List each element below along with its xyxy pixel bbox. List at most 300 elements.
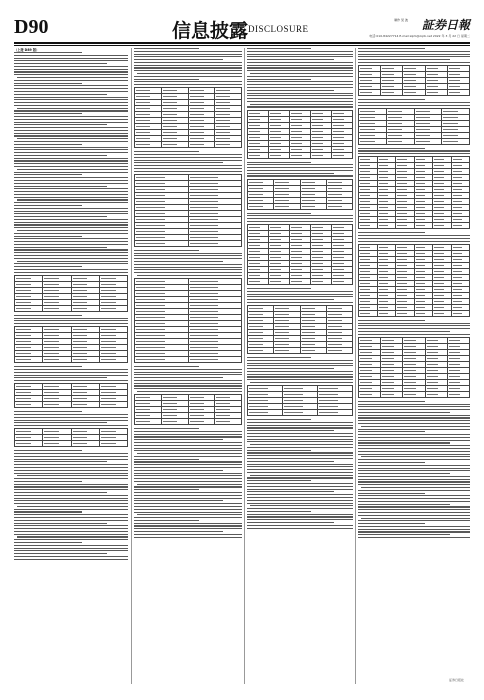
text-line <box>247 455 353 456</box>
text-line <box>247 67 353 68</box>
text-line <box>14 183 128 184</box>
text-line <box>14 71 128 72</box>
text-line <box>247 175 353 176</box>
table-cell <box>377 223 396 229</box>
text-line <box>358 479 470 480</box>
table-cell <box>99 402 127 408</box>
footer-note: 证券日报社 <box>448 678 464 682</box>
text-line <box>247 483 353 484</box>
text-line <box>358 51 470 52</box>
text-line <box>247 59 334 60</box>
text-line <box>247 65 353 66</box>
text-line <box>14 130 128 131</box>
text-line <box>247 464 353 465</box>
text-line <box>358 423 470 424</box>
text-line <box>14 498 128 499</box>
text-line <box>358 56 470 57</box>
text-line <box>14 377 107 378</box>
text-line <box>250 382 353 383</box>
text-line <box>247 81 353 82</box>
text-line <box>134 65 242 66</box>
table-cell <box>359 391 381 397</box>
text-line <box>247 221 353 222</box>
text-line <box>14 266 82 267</box>
table-cell <box>359 138 387 144</box>
table-row <box>359 223 470 229</box>
table-cell <box>248 203 274 209</box>
text-line <box>134 374 242 375</box>
text-line <box>358 105 470 106</box>
column-divider <box>355 48 356 684</box>
text-line <box>137 391 242 392</box>
data-table <box>14 383 128 408</box>
table-cell <box>215 142 242 148</box>
table-row <box>135 419 242 425</box>
text-line <box>14 503 128 504</box>
text-line <box>14 52 82 53</box>
text-line <box>14 177 128 178</box>
text-line <box>134 388 242 389</box>
table-row <box>248 410 353 416</box>
text-line <box>134 385 242 386</box>
text-line <box>134 459 199 460</box>
text-line <box>134 448 242 449</box>
table-cell <box>403 90 425 96</box>
section-title: 信息披露 <box>172 20 249 42</box>
table-cell <box>43 402 71 408</box>
text-line <box>14 511 82 512</box>
text-line <box>14 520 128 521</box>
text-line <box>14 495 128 496</box>
text-line <box>134 59 223 60</box>
text-line <box>134 464 242 465</box>
text-line <box>358 529 470 530</box>
text-line <box>358 498 470 499</box>
text-line <box>247 218 353 219</box>
text-line <box>247 215 353 216</box>
table-cell <box>300 347 326 353</box>
text-line <box>134 168 242 169</box>
text-line <box>14 484 128 485</box>
text-line <box>134 56 242 57</box>
text-line <box>358 476 470 477</box>
table-cell <box>71 402 99 408</box>
text-line <box>14 372 128 373</box>
text-line <box>14 94 107 95</box>
text-line <box>14 102 128 103</box>
text-line <box>134 503 242 504</box>
table-row <box>248 347 353 353</box>
text-line <box>14 548 128 549</box>
text-line <box>247 469 353 470</box>
text-line <box>247 376 353 377</box>
text-line <box>14 144 82 145</box>
table-cell <box>396 223 415 229</box>
text-line <box>247 379 353 380</box>
text-line <box>358 470 470 471</box>
text-line <box>17 169 128 170</box>
text-line <box>14 315 82 316</box>
text-line <box>247 294 353 295</box>
text-line <box>14 523 107 524</box>
table-row <box>135 240 242 246</box>
editor-line: 制作 吴 波 <box>394 18 408 22</box>
table-cell <box>414 310 433 316</box>
data-table <box>14 428 128 447</box>
table-cell <box>425 391 447 397</box>
text-line <box>247 528 353 529</box>
table-row <box>135 356 242 362</box>
table-row <box>248 152 353 158</box>
text-line <box>358 515 470 516</box>
text-line <box>14 422 107 423</box>
text-line <box>247 51 353 52</box>
text-line <box>17 199 128 200</box>
data-table <box>134 394 242 425</box>
text-line <box>14 414 128 415</box>
text-line <box>134 62 242 63</box>
text-line <box>134 467 242 468</box>
text-line <box>134 272 242 273</box>
text-line <box>134 253 242 254</box>
table-cell <box>188 240 242 246</box>
text-line <box>14 559 128 560</box>
text-line <box>14 450 82 451</box>
table-cell <box>359 310 378 316</box>
text-line <box>358 429 470 430</box>
header-rule-thin <box>14 45 470 46</box>
table-cell <box>15 441 43 447</box>
text-line <box>358 459 470 460</box>
table-cell <box>135 419 162 425</box>
table-row <box>359 90 470 96</box>
text-line <box>14 149 128 150</box>
text-line <box>250 73 353 74</box>
text-line <box>358 334 470 335</box>
text-line <box>14 470 128 471</box>
text-line <box>134 162 223 163</box>
table-cell <box>248 278 269 284</box>
text-line <box>247 419 311 420</box>
text-line <box>247 98 353 99</box>
text-line <box>134 439 223 440</box>
text-line <box>247 162 311 163</box>
text-line <box>247 466 353 467</box>
table-cell <box>359 223 378 229</box>
text-line <box>134 84 242 85</box>
text-line <box>134 366 199 367</box>
text-line <box>358 409 470 410</box>
text-line <box>14 163 128 164</box>
text-line <box>14 83 82 84</box>
text-line <box>134 445 242 446</box>
text-line <box>134 500 223 501</box>
data-table <box>134 87 242 148</box>
text-line <box>134 434 242 435</box>
text-line <box>247 433 353 434</box>
text-line <box>14 91 128 92</box>
text-line <box>134 523 242 524</box>
text-line <box>358 484 470 485</box>
text-line <box>14 461 107 462</box>
text-line <box>134 428 199 429</box>
text-line <box>14 152 128 153</box>
text-line <box>247 486 353 487</box>
text-line <box>14 425 128 426</box>
text-line <box>247 374 353 375</box>
text-line <box>14 174 82 175</box>
text-line <box>247 56 353 57</box>
text-line <box>358 495 470 496</box>
text-line <box>14 213 128 214</box>
text-line <box>137 275 242 276</box>
text-line <box>358 328 470 329</box>
text-line <box>134 473 242 474</box>
text-line <box>14 58 128 59</box>
text-line <box>358 323 470 324</box>
text-line <box>14 545 128 546</box>
table-cell <box>283 410 318 416</box>
text-line <box>134 431 242 432</box>
text-line <box>358 465 470 466</box>
text-line <box>358 420 470 421</box>
text-line <box>358 62 470 63</box>
text-line <box>17 261 128 262</box>
text-line <box>14 69 128 70</box>
text-line <box>14 110 128 111</box>
text-line <box>247 427 353 428</box>
text-line <box>14 320 128 321</box>
text-line <box>14 258 128 259</box>
text-line <box>358 434 470 435</box>
text-line <box>361 518 470 519</box>
text-line <box>358 437 470 438</box>
text-line <box>14 249 128 250</box>
text-line <box>361 456 470 457</box>
text-line <box>134 517 242 518</box>
text-line <box>134 478 242 479</box>
table-cell <box>188 419 215 425</box>
text-line <box>358 504 450 505</box>
text-line <box>137 73 242 74</box>
text-line <box>358 490 470 491</box>
table-cell <box>414 138 442 144</box>
text-line <box>358 232 425 233</box>
text-line <box>358 526 470 527</box>
text-line <box>14 180 128 181</box>
text-line <box>134 264 242 265</box>
text-line <box>247 447 353 448</box>
text-line <box>14 222 128 223</box>
text-line <box>134 509 242 510</box>
text-line <box>134 489 199 490</box>
page-number: D90 <box>14 16 49 38</box>
text-line <box>14 99 128 100</box>
table-cell <box>326 203 352 209</box>
text-line <box>358 241 470 242</box>
text-line <box>247 48 311 49</box>
table-cell <box>135 356 189 362</box>
table-cell <box>326 347 352 353</box>
column-2-body <box>134 48 242 538</box>
text-line <box>247 213 311 214</box>
text-line <box>247 441 353 442</box>
table-cell <box>300 203 326 209</box>
table-cell <box>248 152 269 158</box>
table-cell <box>43 441 71 447</box>
text-line <box>134 528 242 529</box>
column-3-body <box>247 48 353 529</box>
table-cell <box>43 357 71 363</box>
text-line <box>14 194 128 195</box>
text-line <box>14 380 128 381</box>
contact-line: 电话:010-84227714 E-mail:zqrb@zqrb.net <box>369 34 432 38</box>
text-line <box>134 160 242 161</box>
text-line <box>14 456 128 457</box>
data-table <box>14 275 128 312</box>
text-line <box>134 51 242 52</box>
section-title-en: DISCLOSURE <box>248 24 309 34</box>
table-row <box>248 278 353 284</box>
text-line <box>14 116 128 117</box>
text-line <box>14 113 82 114</box>
text-line <box>14 263 128 264</box>
text-line <box>14 55 128 56</box>
text-line <box>134 442 242 443</box>
text-line <box>358 462 425 463</box>
text-line <box>358 99 425 100</box>
text-line <box>134 475 242 476</box>
text-line <box>358 454 470 455</box>
text-line <box>247 500 353 501</box>
table-row <box>15 441 128 447</box>
text-line <box>358 481 470 482</box>
text-line <box>247 422 353 423</box>
text-line <box>358 401 425 402</box>
table-cell <box>188 142 215 148</box>
table-cell <box>311 278 332 284</box>
newspaper-logo: 証券日報 <box>421 18 470 32</box>
text-line <box>14 528 128 529</box>
text-line <box>358 520 470 521</box>
text-line <box>137 453 242 454</box>
data-table <box>247 385 353 416</box>
text-line <box>134 151 199 152</box>
text-line <box>14 244 128 245</box>
text-line <box>137 514 242 515</box>
column-1-heading: （上接 D89 版） <box>14 48 40 52</box>
text-line <box>247 363 353 364</box>
text-line <box>14 97 128 98</box>
text-line <box>134 450 242 451</box>
text-line <box>247 525 353 526</box>
text-line <box>14 60 128 61</box>
text-line <box>358 501 470 502</box>
text-line <box>247 170 353 171</box>
text-line <box>250 505 353 506</box>
text-line <box>358 102 470 103</box>
text-line <box>247 503 353 504</box>
text-line <box>17 108 128 109</box>
table-cell <box>290 152 311 158</box>
text-line <box>14 486 128 487</box>
text-line <box>134 512 242 513</box>
text-line <box>358 493 425 494</box>
text-line <box>14 453 128 454</box>
text-line <box>134 48 199 49</box>
table-cell <box>71 357 99 363</box>
text-line <box>247 76 353 77</box>
text-line <box>134 250 199 251</box>
table-row <box>359 310 470 316</box>
text-line <box>14 233 128 234</box>
text-line <box>358 54 470 55</box>
column-divider <box>131 48 132 684</box>
text-line <box>247 514 353 515</box>
text-line <box>14 191 128 192</box>
text-line <box>358 531 470 532</box>
text-line <box>134 537 242 538</box>
text-line <box>247 430 334 431</box>
text-line <box>14 155 107 156</box>
text-line <box>14 166 128 167</box>
text-line <box>14 411 82 412</box>
text-line <box>134 531 223 532</box>
text-line <box>14 514 128 515</box>
text-line <box>134 54 242 55</box>
text-line <box>247 296 353 297</box>
text-line <box>247 101 353 102</box>
text-line <box>134 171 242 172</box>
table-cell <box>248 347 274 353</box>
text-line <box>247 450 311 451</box>
text-line <box>247 106 353 107</box>
text-line <box>247 439 353 440</box>
table-cell <box>332 278 353 284</box>
table-row <box>15 305 128 311</box>
text-line <box>14 369 128 370</box>
text-line <box>247 62 353 63</box>
text-line <box>134 436 242 437</box>
text-line <box>14 236 82 237</box>
text-line <box>134 269 242 270</box>
table-cell <box>386 138 414 144</box>
text-line <box>247 70 353 71</box>
data-table <box>134 278 242 363</box>
text-line <box>134 157 242 158</box>
text-line <box>358 48 425 49</box>
data-table <box>14 326 128 363</box>
text-line <box>358 506 470 507</box>
data-table <box>134 174 242 247</box>
text-line <box>247 477 353 478</box>
column-1 <box>14 48 128 684</box>
text-line <box>358 406 470 407</box>
text-line <box>14 269 128 270</box>
text-line <box>361 426 470 427</box>
text-line <box>14 133 128 134</box>
text-line <box>247 357 311 358</box>
text-line <box>14 119 128 120</box>
table-cell <box>188 356 242 362</box>
text-line <box>358 442 450 443</box>
text-line <box>14 539 128 540</box>
text-line <box>14 556 128 557</box>
text-line <box>14 219 128 220</box>
text-line <box>247 368 334 369</box>
text-line <box>134 498 242 499</box>
column-4-body <box>358 48 470 538</box>
